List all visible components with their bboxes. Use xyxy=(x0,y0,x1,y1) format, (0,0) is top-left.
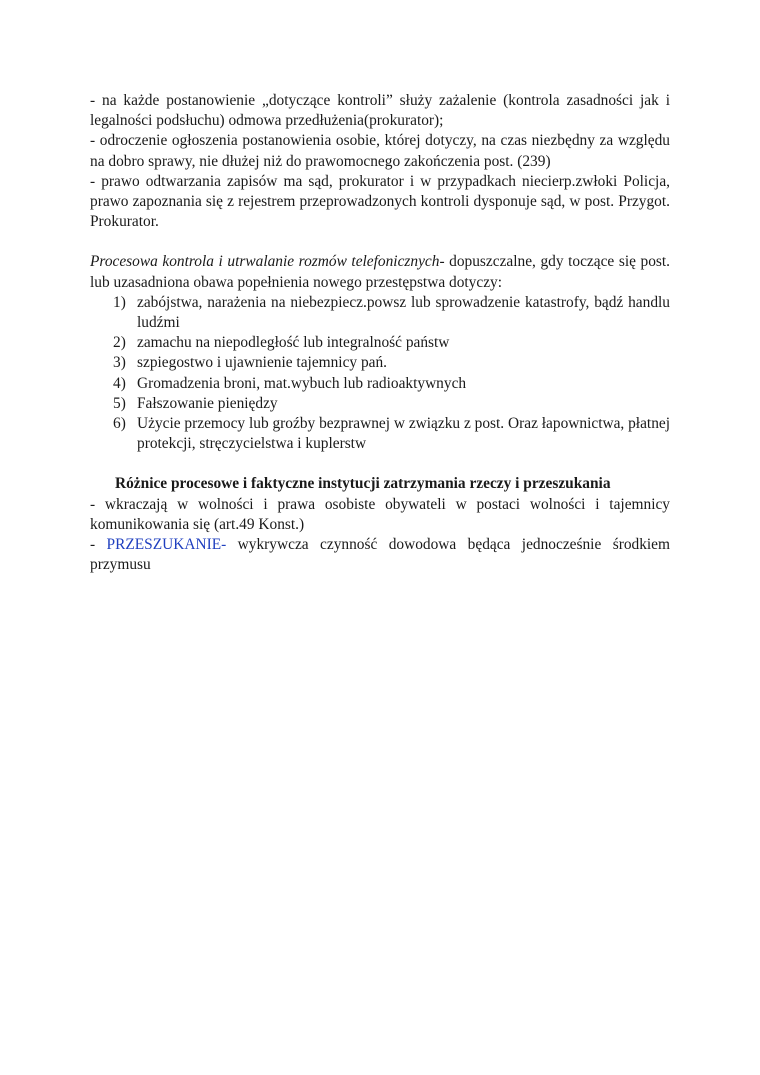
list-item xyxy=(90,374,670,394)
list-item-text: Gromadzenia broni, mat.wybuch lub radioaktywnych xyxy=(137,374,467,392)
list-item-text: szpiegostwo i ujawnienie tajemnicy pań. xyxy=(137,354,388,372)
list-item-text: zabójstwa, narażenia na niebezpiecz.powsz lub sprowadzenie katastrofy, bądź handlu ludźmi xyxy=(137,293,670,332)
list-item xyxy=(90,293,670,333)
control-lead-rest: dopuszczalne, gdy toczące się post. lub uzasadniona obawa popełnienia nowego przestępstwa dotyczy: xyxy=(90,253,670,291)
intro-paragraph-zazalenie: - na każde postanowienie „dotyczące kontroli” służy zażalenie (kontrola zasadności jak i legalności podsłuchu) odmowa przedłużenia(prokurator); xyxy=(90,92,670,130)
list-item-number: 6) xyxy=(113,415,126,433)
control-lead-paragraph xyxy=(90,252,670,292)
paragraph-spacer xyxy=(90,454,670,474)
list-item-number: 2) xyxy=(113,334,126,352)
offence-list xyxy=(90,293,670,455)
list-item-text: zamachu na niepodległość lub integralność państw xyxy=(137,334,450,352)
list-item-number: 4) xyxy=(113,374,126,392)
differences-paragraph-przeszukanie xyxy=(90,535,670,575)
dash-prefix: - xyxy=(90,536,107,554)
list-item xyxy=(90,394,670,414)
list-item-text: Fałszowanie pieniędzy xyxy=(137,394,278,412)
intro-paragraph-odroczenie: - odroczenie ogłoszenia postanowienia osobie, której dotyczy, na czas niezbędny za względu na dobro sprawy, nie dłużej niż do prawomocnego zakończenia post. (239) xyxy=(90,132,670,170)
list-item xyxy=(90,414,670,454)
list-item-number: 3) xyxy=(113,354,126,372)
section-heading-differences: Różnice procesowe i faktyczne instytucji zatrzymania rzeczy i przeszukania xyxy=(115,475,611,493)
list-item xyxy=(90,333,670,353)
control-lead-italic: Procesowa kontrola i utrwalanie rozmów telefonicznych- xyxy=(90,253,445,271)
paragraph-spacer xyxy=(90,232,670,252)
differences-paragraph-wolnosci: - wkraczają w wolności i prawa osobiste obywateli w postaci wolności i tajemnicy komunikowania się (art.49 Konst.) xyxy=(90,495,670,533)
list-item-text: Użycie przemocy lub groźby bezprawnej w związku z post. Oraz łapownictwa, płatnej protekcji, stręczycielstwa i kuplerstw xyxy=(137,415,670,453)
przeszukanie-definition: wykrywcza czynność dowodowa będąca jednocześnie środkiem przymusu xyxy=(90,536,670,574)
list-item-number: 1) xyxy=(113,293,126,311)
document-page xyxy=(90,91,670,575)
list-item-number: 5) xyxy=(113,394,126,412)
list-item xyxy=(90,353,670,373)
przeszukanie-highlight: PRZESZUKANIE- xyxy=(106,536,227,554)
intro-paragraph-odtwarzanie: - prawo odtwarzania zapisów ma sąd, prokurator i w przypadkach niecierp.zwłoki Policja, prawo zapoznania się z rejestrem przeprowadzonych kontroli dysponuje sąd, w post. Przygot. Prokurator. xyxy=(90,172,670,231)
